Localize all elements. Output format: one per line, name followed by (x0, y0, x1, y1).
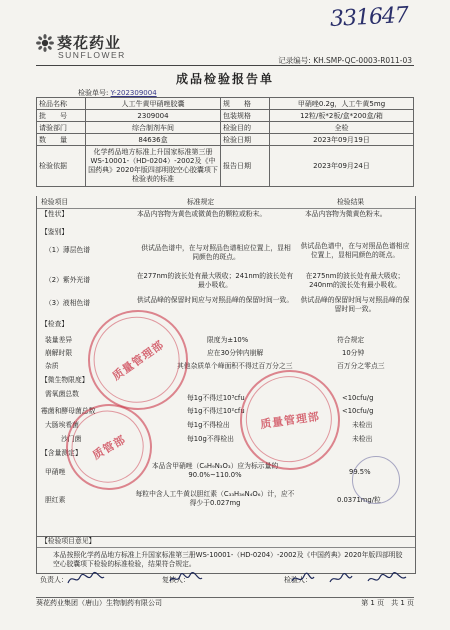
mold-result: <10cfu/g (342, 407, 374, 415)
qa-stamp-text: 质量管理部 (109, 337, 167, 383)
hplc-label: （3）液相色谱 (45, 299, 91, 307)
pack-label: 包装规格 (221, 110, 270, 122)
metronidazole-result: 99.5% (349, 468, 371, 476)
micro-label: 【微生物限度】 (41, 376, 89, 384)
ecoli-label: 大肠埃希菌 (45, 421, 79, 429)
tlc-standard: 供试品色谱中，在与对照品色谱相应位置上，显相同颜色的斑点。 (141, 244, 291, 261)
load-standard: 限度为±10% (207, 336, 249, 344)
pack-value: 12粒/板*2板/盒*200盒/箱 (270, 110, 414, 122)
purpose-value: 全检 (270, 122, 414, 134)
load-label: 装量差异 (45, 336, 73, 344)
salmonella-label: 沙门菌 (61, 435, 82, 443)
responsible-label: 负责人： (40, 576, 68, 584)
reviewer-signature (168, 571, 204, 590)
spec-value: 甲硝唑0.2g，人工牛黄5mg (270, 98, 414, 110)
logo-text-en: SUNFLOWER (58, 50, 126, 60)
qty-value: 84636盒 (86, 134, 221, 146)
qty-label: 数 量 (37, 134, 86, 146)
salmonella-standard: 每10g不得检出 (187, 435, 234, 443)
date-label: 检验日期 (221, 134, 270, 146)
record-number-value: KH.SMP-QC-0003-R011-03 (313, 56, 412, 65)
purpose-label: 检验目的 (221, 122, 270, 134)
ecoli-standard: 每1g不得检出 (187, 421, 230, 429)
appearance-label: 【性状】 (41, 210, 69, 218)
disintegration-label: 崩解时限 (45, 349, 73, 357)
record-number-label: 记录编号: (278, 56, 311, 65)
date-value: 2023年09月19日 (270, 134, 414, 146)
report-date-value: 2023年09月24日 (270, 146, 414, 187)
check-label: 【检查】 (41, 320, 69, 328)
assay-label: 【含量测定】 (41, 449, 82, 457)
related-result: 百万分之零点三 (337, 362, 385, 370)
report-title: 成品检验报告单 (175, 72, 274, 86)
aerobic-label: 需氧菌总数 (45, 390, 79, 398)
header-rule (36, 65, 414, 66)
disintegration-result: 10分钟 (342, 349, 365, 357)
responsible-signature (66, 571, 106, 590)
tlc-result: 供试品色谱中，在与对照品色谱相应位置上，显相同颜色的斑点。 (300, 242, 410, 259)
inspector-seal (352, 456, 400, 504)
footer-company: 葵花药业集团（唐山）生物制药有限公司 (36, 599, 162, 607)
sunflower-logo-icon (36, 34, 54, 52)
related-standard: 其他杂质单个峰面积不得过百万分之三 (177, 362, 293, 370)
ecoli-result: 未检出 (352, 421, 373, 429)
product-value: 人工牛黄甲硝唑胶囊 (86, 98, 221, 110)
qa-stamp-2-text: 质量管理部 (259, 409, 321, 432)
reviewer-label: 复核人： (162, 576, 190, 584)
load-result: 符合规定 (337, 336, 365, 344)
metronidazole-standard: 本品含甲硝唑（C₆H₉N₃O₃）应为标示量的90.0%~110.0% (151, 462, 279, 479)
col-result-header: 检验结果 (337, 198, 365, 206)
uv-label: （2）紫外光谱 (45, 276, 91, 284)
dept-label: 请验部门 (37, 122, 86, 134)
logo-text-cn: 葵花药业 (57, 34, 122, 52)
sheet-number-label: 检验单号: (78, 89, 109, 97)
uv-result: 在275nm的波长处有最大吸收；240nm的波长处有最小吸收。 (305, 272, 405, 289)
related-label: 杂质 (45, 362, 59, 370)
bilirubin-label: 胆红素 (45, 496, 66, 504)
appearance-standard: 本品内容物为黄色或微黄色的颗粒或粉末。 (137, 210, 267, 218)
mold-label: 霉菌和酵母菌总数 (41, 407, 96, 415)
basis-label: 检验依据 (37, 146, 86, 187)
inspector-label: 检验人： (284, 576, 312, 584)
batch-label: 批 号 (37, 110, 86, 122)
conclusion-label: 【检验项目意见】 (37, 536, 415, 548)
bilirubin-standard: 每粒中含人工牛黄以胆红素（C₃₃H₃₆N₄O₆）计，应不得少于0.027mg (135, 490, 295, 507)
batch-value: 2309004 (86, 110, 221, 122)
results-header (37, 196, 415, 209)
col-item-header: 检验项目 (41, 198, 69, 206)
hplc-standard: 供试品峰的保留时间应与对照品峰的保留时间一致。 (136, 296, 294, 304)
aerobic-standard: 每1g不得过10³cfu (187, 394, 245, 402)
inspector-signatures (290, 571, 408, 590)
footer-page: 第 1 页 共 1 页 (361, 599, 414, 607)
conclusion-text: 本品按照化学药品地方标准上升国家标准第三册WS-10001-（HD-0204）-2002及《中国药典》2020年版四部明胶空心胶囊项下检验的标准检验，结果符合规定。 (53, 551, 403, 568)
disintegration-standard: 应在30分钟内崩解 (207, 349, 264, 357)
metronidazole-label: 甲硝唑 (45, 468, 66, 476)
tlc-label: （1）薄层色谱 (45, 246, 91, 254)
report-date-label: 报告日期 (221, 146, 270, 187)
info-table (36, 97, 414, 187)
footer (36, 598, 414, 608)
product-label: 检品名称 (37, 98, 86, 110)
uv-standard: 在277nm的波长处有最大吸收；241nm的波长处有最小吸收。 (136, 272, 294, 289)
basis-value: 化学药品地方标准上升国家标准第三册WS-10001-（HD-0204）-2002及《中国药典》2020年版四部明胶空心胶囊项下检验表的标准 (86, 146, 221, 187)
col-standard-header: 标准规定 (187, 198, 215, 206)
handwritten-number: 331647 (329, 2, 409, 33)
appearance-result: 本品内容物为微黄色粉末。 (305, 210, 387, 218)
sheet-number-value: Y-202309004 (110, 89, 157, 97)
bilirubin-result: 0.0371mg/粒 (337, 496, 381, 504)
hplc-result: 供试品峰的保留时间与对照品峰的保留时间一致。 (300, 296, 410, 313)
salmonella-result: 未检出 (352, 435, 373, 443)
identification-label: 【鉴别】 (41, 228, 69, 236)
dept-value: 综合制剂车间 (86, 122, 221, 134)
mold-standard: 每1g不得过10²cfu (187, 407, 245, 415)
aerobic-result: <10cfu/g (342, 394, 374, 402)
spec-label: 规 格 (221, 98, 270, 110)
qc-stamp-text: 质管部 (90, 432, 129, 463)
